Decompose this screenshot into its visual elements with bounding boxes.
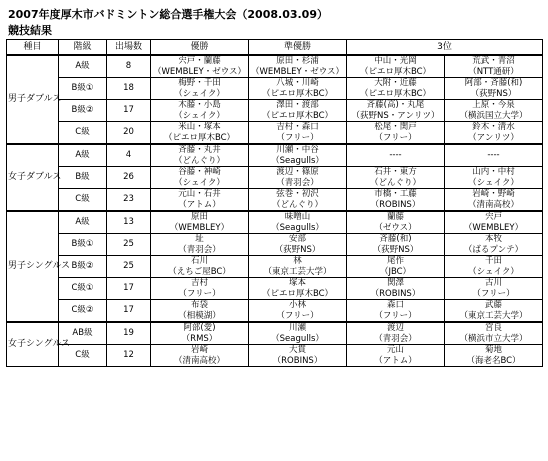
club-name: （どんぐり） bbox=[369, 177, 421, 188]
third-place-cell bbox=[445, 322, 543, 345]
player-names: 斉藤(和) bbox=[379, 234, 412, 244]
club-name: （フリー） bbox=[374, 132, 417, 143]
club-name: （JBC） bbox=[379, 266, 412, 277]
table-row bbox=[7, 300, 543, 323]
runner-up-cell bbox=[249, 78, 347, 100]
player-names: 大貫 bbox=[288, 345, 306, 355]
third-place-cell bbox=[445, 55, 543, 78]
player-names: 川瀬 bbox=[288, 323, 306, 333]
third-place-cell bbox=[347, 322, 445, 345]
runner-up-cell bbox=[249, 189, 347, 212]
player-names: 宍戸 bbox=[485, 212, 503, 222]
club-name: （フリー） bbox=[178, 288, 221, 299]
category-cell: 男子ダブルス bbox=[7, 55, 59, 144]
club-name: （フリー） bbox=[276, 310, 319, 321]
category-cell: 女子シングルス bbox=[7, 322, 59, 367]
third-place-cell bbox=[445, 78, 543, 100]
runner-up-cell bbox=[249, 211, 347, 234]
player-names: 原田・杉浦 bbox=[276, 56, 319, 66]
third-place-cell bbox=[347, 55, 445, 78]
player-names: 千田 bbox=[485, 256, 503, 266]
player-names: 古川 bbox=[485, 278, 503, 288]
third-place-cell bbox=[445, 256, 543, 278]
third-place-cell bbox=[445, 144, 543, 167]
player-names: 吉村 bbox=[190, 278, 208, 288]
third-place-cell bbox=[347, 78, 445, 100]
header-row bbox=[7, 40, 543, 56]
player-names: 吉村・森口 bbox=[276, 122, 319, 132]
player-names: 小林 bbox=[288, 300, 306, 310]
level-cell: B級① bbox=[59, 234, 107, 256]
club-name: （WEMBLEY・ゼウス） bbox=[251, 66, 344, 77]
player-names: 塚本 bbox=[288, 278, 306, 288]
player-names: 斉藤(高)・丸尾 bbox=[366, 100, 425, 110]
club-name: （ピエロ厚木BC） bbox=[163, 132, 236, 143]
player-names: 安部 bbox=[288, 234, 306, 244]
winner-cell bbox=[151, 234, 249, 256]
club-name: （海老名BC） bbox=[466, 355, 521, 366]
club-name: （ゼウス） bbox=[374, 222, 417, 233]
club-name: （ピエロ厚木BC） bbox=[261, 88, 334, 99]
player-names: 荒武・青沼 bbox=[472, 56, 515, 66]
player-names: 蘭藤 bbox=[386, 212, 404, 222]
club-name: （荻野NS・アンリツ） bbox=[351, 110, 440, 121]
club-name: （アンリツ） bbox=[468, 132, 519, 143]
player-names: 森口 bbox=[386, 300, 404, 310]
club-name: （RMS） bbox=[181, 333, 218, 344]
player-names: 澤田・渡部 bbox=[276, 100, 319, 110]
player-names: 宍戸・蘭藤 bbox=[178, 56, 221, 66]
level-cell: C級 bbox=[59, 122, 107, 145]
entries-cell: 17 bbox=[107, 100, 151, 122]
club-name: （どんぐり） bbox=[271, 199, 323, 210]
table-row bbox=[7, 189, 543, 212]
club-name: （シェイク） bbox=[174, 88, 225, 99]
player-names: 上原・今泉 bbox=[472, 100, 515, 110]
club-name: （アトム） bbox=[374, 355, 417, 366]
header-runner-up: 準優勝 bbox=[249, 40, 347, 56]
third-place-cell bbox=[445, 278, 543, 300]
page-subtitle: 競技結果 bbox=[8, 24, 52, 37]
runner-up-cell bbox=[249, 256, 347, 278]
third-place-cell bbox=[347, 211, 445, 234]
club-name: （荻野NS） bbox=[470, 88, 517, 99]
player-names: 林 bbox=[293, 256, 302, 266]
winner-cell bbox=[151, 55, 249, 78]
club-name: （青羽会） bbox=[178, 244, 221, 255]
club-name: （WEMBLEY） bbox=[463, 222, 524, 233]
entries-cell: 25 bbox=[107, 234, 151, 256]
table-row bbox=[7, 144, 543, 167]
runner-up-cell bbox=[249, 55, 347, 78]
club-name: （えちご屋BC） bbox=[168, 266, 231, 277]
runner-up-cell bbox=[249, 322, 347, 345]
player-names: 市橋・工藤 bbox=[374, 189, 417, 199]
club-name: （東京工芸大学） bbox=[459, 310, 528, 321]
player-names: 梅野・千田 bbox=[178, 78, 221, 88]
runner-up-cell bbox=[249, 345, 347, 367]
header-winner: 優勝 bbox=[151, 40, 249, 56]
player-names: 関澤 bbox=[386, 278, 404, 288]
runner-up-cell bbox=[249, 300, 347, 323]
third-place-cell bbox=[347, 256, 445, 278]
club-name: （ROBINS） bbox=[272, 355, 323, 366]
table-row bbox=[7, 211, 543, 234]
club-name: （フリー） bbox=[276, 132, 319, 143]
table-row bbox=[7, 122, 543, 145]
level-cell: B級② bbox=[59, 100, 107, 122]
third-place-cell bbox=[347, 278, 445, 300]
entries-cell: 8 bbox=[107, 55, 151, 78]
player-names: 元山 bbox=[386, 345, 404, 355]
runner-up-cell bbox=[249, 100, 347, 122]
club-name: （清南高校） bbox=[173, 355, 225, 366]
table-row bbox=[7, 100, 543, 122]
player-names: 中山・光岡 bbox=[374, 56, 417, 66]
player-names: 鈴木・清水 bbox=[472, 122, 515, 132]
club-name: （青羽会） bbox=[276, 177, 319, 188]
winner-cell bbox=[151, 278, 249, 300]
results-table bbox=[6, 39, 543, 367]
level-cell: B級① bbox=[59, 78, 107, 100]
winner-cell bbox=[151, 256, 249, 278]
entries-cell: 4 bbox=[107, 144, 151, 167]
player-names: 石井・東方 bbox=[374, 167, 417, 177]
third-place-cell bbox=[347, 300, 445, 323]
player-names: 木藤・小島 bbox=[178, 100, 221, 110]
player-names: 川瀬・中谷 bbox=[276, 145, 319, 155]
third-place-cell bbox=[445, 211, 543, 234]
club-name: （荻野NS） bbox=[372, 244, 419, 255]
club-name: （清南高校） bbox=[468, 199, 520, 210]
club-name: （ピエロ厚木BC） bbox=[359, 66, 432, 77]
level-cell: B級 bbox=[59, 167, 107, 189]
header-category: 種目 bbox=[7, 40, 59, 56]
player-names: 米山・塚本 bbox=[178, 122, 221, 132]
runner-up-cell bbox=[249, 122, 347, 145]
player-names: 渡辺・篠原 bbox=[276, 167, 319, 177]
table-row bbox=[7, 256, 543, 278]
club-name: （ばるプンテ） bbox=[463, 244, 524, 255]
player-names: 松尾・関戸 bbox=[374, 122, 417, 132]
club-name: （ピエロ厚木BC） bbox=[261, 288, 334, 299]
third-place-cell bbox=[347, 144, 445, 167]
winner-cell bbox=[151, 189, 249, 212]
club-name: （NTT通研） bbox=[468, 66, 519, 77]
club-name: （Seagulls） bbox=[271, 155, 324, 166]
player-names: 址 bbox=[195, 234, 204, 244]
player-names: 渡辺 bbox=[386, 323, 404, 333]
player-names: 布袋 bbox=[190, 300, 208, 310]
club-name: （フリー） bbox=[374, 310, 417, 321]
player-names: 弦巻・初沢 bbox=[276, 189, 319, 199]
club-name: （シェイク） bbox=[468, 266, 519, 277]
club-name: （ピエロ厚木BC） bbox=[359, 88, 432, 99]
club-name: （Seagulls） bbox=[271, 333, 324, 344]
runner-up-cell bbox=[249, 167, 347, 189]
category-cell: 女子ダブルス bbox=[7, 144, 59, 211]
club-name: （アトム） bbox=[178, 199, 221, 210]
player-names: 岩崎 bbox=[190, 345, 208, 355]
entries-cell: 26 bbox=[107, 167, 151, 189]
third-place-cell bbox=[347, 189, 445, 212]
player-names: 武藤 bbox=[485, 300, 503, 310]
entries-cell: 19 bbox=[107, 322, 151, 345]
club-name: （横浜市立大学） bbox=[459, 333, 528, 344]
winner-cell bbox=[151, 300, 249, 323]
club-name: （フリー） bbox=[472, 288, 515, 299]
player-names: 菊地 bbox=[485, 345, 503, 355]
club-name: （青羽会） bbox=[374, 333, 417, 344]
third-place-cell bbox=[445, 167, 543, 189]
club-name: （シェイク） bbox=[174, 177, 225, 188]
club-name: （どんぐり） bbox=[173, 155, 225, 166]
club-name: （ROBINS） bbox=[370, 199, 421, 210]
level-cell: A級 bbox=[59, 144, 107, 167]
winner-cell bbox=[151, 167, 249, 189]
entries-cell: 12 bbox=[107, 345, 151, 367]
header-third: 3位 bbox=[347, 40, 543, 56]
table-row bbox=[7, 234, 543, 256]
club-name: （ROBINS） bbox=[370, 288, 421, 299]
player-names: 八城・川崎 bbox=[276, 78, 319, 88]
third-place-cell bbox=[445, 234, 543, 256]
club-name: （東京工芸大学） bbox=[263, 266, 332, 277]
club-name: （相模湖） bbox=[178, 310, 221, 321]
player-names: 宮良 bbox=[485, 323, 503, 333]
player-names: 阿部・斉藤(和) bbox=[464, 78, 523, 88]
third-place-cell bbox=[445, 100, 543, 122]
club-name: （横浜国立大学） bbox=[459, 110, 528, 121]
entries-cell: 13 bbox=[107, 211, 151, 234]
third-place-cell bbox=[445, 300, 543, 323]
level-cell: AB級 bbox=[59, 322, 107, 345]
winner-cell bbox=[151, 345, 249, 367]
player-names: 山内・中村 bbox=[472, 167, 515, 177]
player-names: 尾作 bbox=[386, 256, 404, 266]
entries-cell: 25 bbox=[107, 256, 151, 278]
player-names: 本牧 bbox=[485, 234, 503, 244]
third-place-cell bbox=[347, 100, 445, 122]
third-place-cell bbox=[347, 345, 445, 367]
entries-cell: 20 bbox=[107, 122, 151, 145]
level-cell: C級 bbox=[59, 189, 107, 212]
entries-cell: 17 bbox=[107, 278, 151, 300]
winner-cell bbox=[151, 78, 249, 100]
player-names: 斉藤・丸井 bbox=[178, 145, 221, 155]
player-names: 大附・近藤 bbox=[374, 78, 417, 88]
player-names: 谷藤・神崎 bbox=[178, 167, 221, 177]
club-name: （Seagulls） bbox=[271, 222, 324, 233]
table-row bbox=[7, 78, 543, 100]
header-level: 階級 bbox=[59, 40, 107, 56]
level-cell: A級 bbox=[59, 211, 107, 234]
table-row bbox=[7, 345, 543, 367]
level-cell: C級① bbox=[59, 278, 107, 300]
table-row bbox=[7, 55, 543, 78]
player-names: ---- bbox=[487, 150, 500, 161]
player-names: 味噌山 bbox=[284, 212, 311, 222]
club-name: （WEMBLEY） bbox=[169, 222, 230, 233]
level-cell: C級② bbox=[59, 300, 107, 323]
results-body bbox=[7, 55, 543, 367]
level-cell: A級 bbox=[59, 55, 107, 78]
winner-cell bbox=[151, 322, 249, 345]
table-row bbox=[7, 167, 543, 189]
winner-cell bbox=[151, 122, 249, 145]
player-names: 元山・石井 bbox=[178, 189, 221, 199]
third-place-cell bbox=[445, 122, 543, 145]
page-title: 2007年度厚木市バドミントン総合選手権大会（2008.03.09） bbox=[8, 8, 328, 21]
player-names: 岩崎・野崎 bbox=[472, 189, 515, 199]
runner-up-cell bbox=[249, 278, 347, 300]
entries-cell: 18 bbox=[107, 78, 151, 100]
runner-up-cell bbox=[249, 234, 347, 256]
winner-cell bbox=[151, 144, 249, 167]
player-names: 原田 bbox=[190, 212, 208, 222]
club-name: （ピエロ厚木BC） bbox=[261, 110, 334, 121]
club-name: （シェイク） bbox=[174, 110, 225, 121]
club-name: （シェイク） bbox=[468, 177, 519, 188]
player-names: 石川 bbox=[190, 256, 208, 266]
player-names: 阿部(愛) bbox=[183, 323, 216, 333]
player-names: ---- bbox=[389, 150, 402, 161]
winner-cell bbox=[151, 211, 249, 234]
winner-cell bbox=[151, 100, 249, 122]
level-cell: C級 bbox=[59, 345, 107, 367]
level-cell: B級② bbox=[59, 256, 107, 278]
runner-up-cell bbox=[249, 144, 347, 167]
entries-cell: 17 bbox=[107, 300, 151, 323]
third-place-cell bbox=[445, 189, 543, 212]
category-cell: 男子シングルス bbox=[7, 211, 59, 322]
table-row bbox=[7, 322, 543, 345]
table-row bbox=[7, 278, 543, 300]
third-place-cell bbox=[347, 167, 445, 189]
third-place-cell bbox=[347, 234, 445, 256]
club-name: （荻野NS） bbox=[274, 244, 321, 255]
third-place-cell bbox=[445, 345, 543, 367]
third-place-cell bbox=[347, 122, 445, 145]
entries-cell: 23 bbox=[107, 189, 151, 212]
club-name: （WEMBLEY・ゼウス） bbox=[153, 66, 246, 77]
header-entries: 出場数 bbox=[107, 40, 151, 56]
